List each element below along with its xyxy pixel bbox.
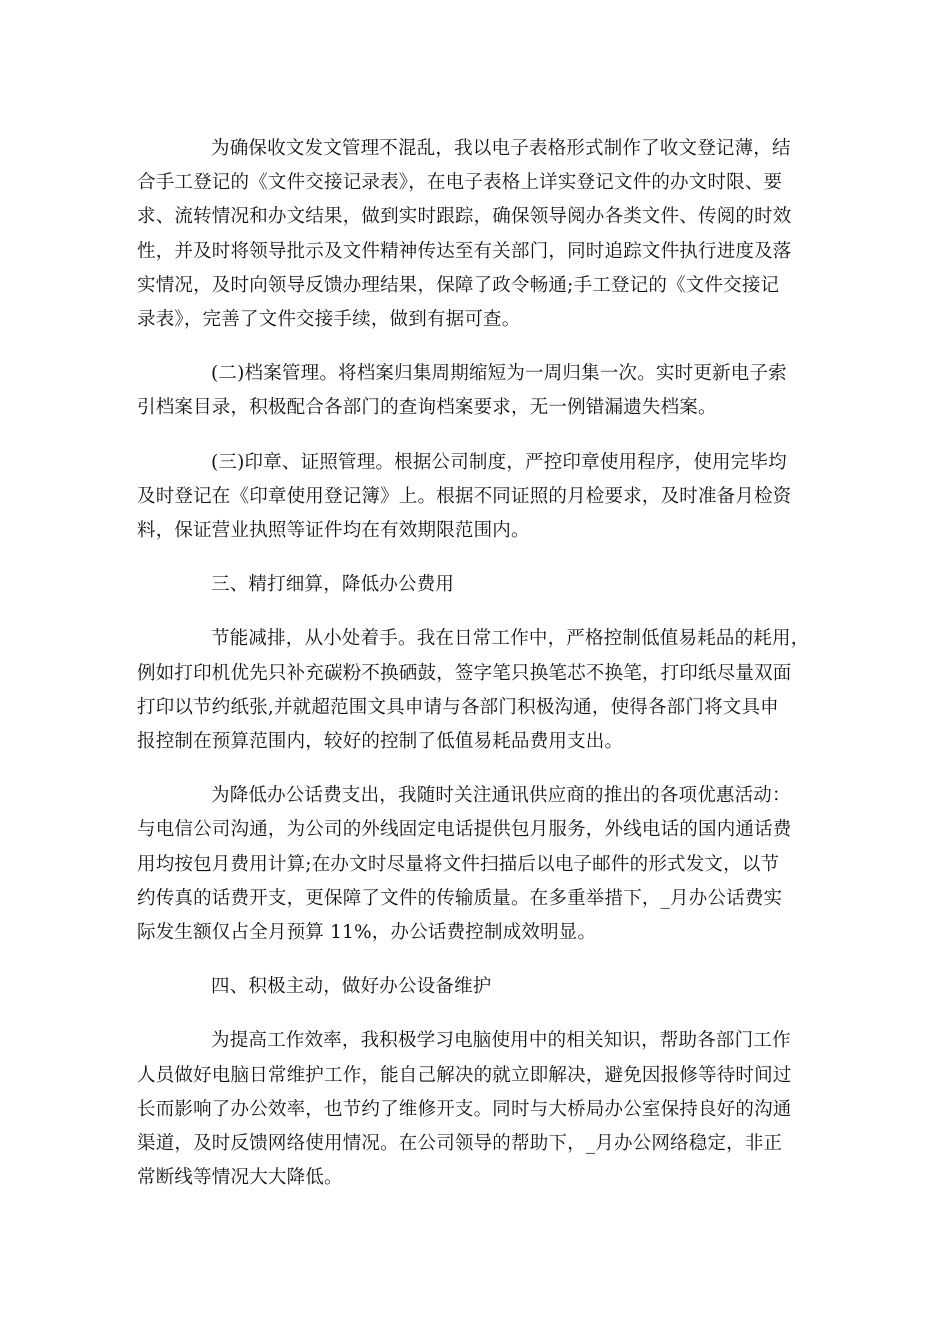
- text-line: 际发生额仅占全月预算 11%，办公话费控制成效明显。: [137, 922, 597, 944]
- text-line: 为降低办公话费支出，我随时关注通讯供应商的推出的各项优惠活动：: [211, 785, 791, 807]
- text-line: 常断线等情况大大降低。: [137, 1167, 343, 1189]
- text-line: 求、流转情况和办文结果，做到实时跟踪，确保领导阅办各类文件、传阅的时效: [137, 206, 792, 228]
- text-line: 为提高工作效率，我积极学习电脑使用中的相关知识，帮助各部门工作: [211, 1030, 791, 1052]
- text-line: 例如打印机优先只补充碳粉不换硒鼓，签字笔只换笔芯不换笔，打印纸尽量双面: [137, 662, 792, 684]
- paragraph-computer-maintenance: [137, 1024, 813, 1195]
- text-line: 三、精打细算，降低办公费用: [211, 574, 455, 596]
- text-line: 实情况，及时向领导反馈办理结果，保障了政令畅通;手工登记的《文件交接记: [137, 274, 780, 296]
- text-line: 合手工登记的《文件交接记录表》，在电子表格上详实登记文件的办文时限、要: [137, 172, 783, 194]
- text-line: 录表》，完善了文件交接手续，做到有据可查。: [137, 309, 521, 331]
- section-heading-cost-reduction: [137, 568, 813, 602]
- text-line: 打印以节约纸张,并就超范围文具申请与各部门积极沟通，使得各部门将文具申: [137, 696, 779, 718]
- text-line: 报控制在预算范围内，较好的控制了低值易耗品费用支出。: [137, 731, 624, 753]
- text-line: 料，保证营业执照等证件均在有效期限范围内。: [137, 520, 530, 542]
- paragraph-archive-management: [137, 357, 813, 425]
- text-line: 与电信公司沟通，为公司的外线固定电话提供包月服务，外线电话的国内通话费: [137, 819, 792, 841]
- paragraph-document-registration: [137, 132, 813, 337]
- text-line: (三)印章、证照管理。根据公司制度，严控印章使用程序，使用完毕均: [211, 451, 787, 473]
- text-line: 节能减排，从小处着手。我在日常工作中，严格控制低值易耗品的耗用，: [211, 628, 810, 650]
- section-heading-equipment-maintenance: [137, 970, 813, 1004]
- paragraph-energy-saving: [137, 622, 813, 759]
- text-line: (二)档案管理。将档案归集周期缩短为一周归集一次。实时更新电子索: [211, 363, 787, 385]
- text-line: 引档案目录，积极配合各部门的查询档案要求，无一例错漏遗失档案。: [137, 397, 717, 419]
- paragraph-phone-cost: [137, 779, 813, 950]
- paragraph-seal-license-management: [137, 446, 813, 549]
- text-line: 为确保收文发文管理不混乱，我以电子表格形式制作了收文登记薄，结: [211, 138, 791, 159]
- text-line: 四、积极主动，做好办公设备维护: [211, 976, 492, 998]
- text-line: 性，并及时将领导批示及文件精神传达至有关部门，同时追踪文件执行进度及落: [137, 240, 792, 262]
- text-line: 人员做好电脑日常维护工作，能自己解决的就立即解决，避免因报修等待时间过: [137, 1064, 792, 1086]
- text-line: 长而影响了办公效率，也节约了维修开支。同时与大桥局办公室保持良好的沟通: [137, 1098, 792, 1120]
- text-line: 渠道，及时反馈网络使用情况。在公司领导的帮助下，_月办公网络稳定，非正: [137, 1133, 783, 1155]
- document-body: [137, 132, 813, 1215]
- text-line: 及时登记在《印章使用登记簿》上。根据不同证照的月检要求，及时准备月检资: [137, 485, 792, 507]
- text-line: 约传真的话费开支，更保障了文件的传输质量。在多重举措下，_月办公话费实: [137, 887, 783, 909]
- text-line: 用均按包月费用计算;在办文时尽量将文件扫描后以电子邮件的形式发文，以节: [137, 853, 780, 875]
